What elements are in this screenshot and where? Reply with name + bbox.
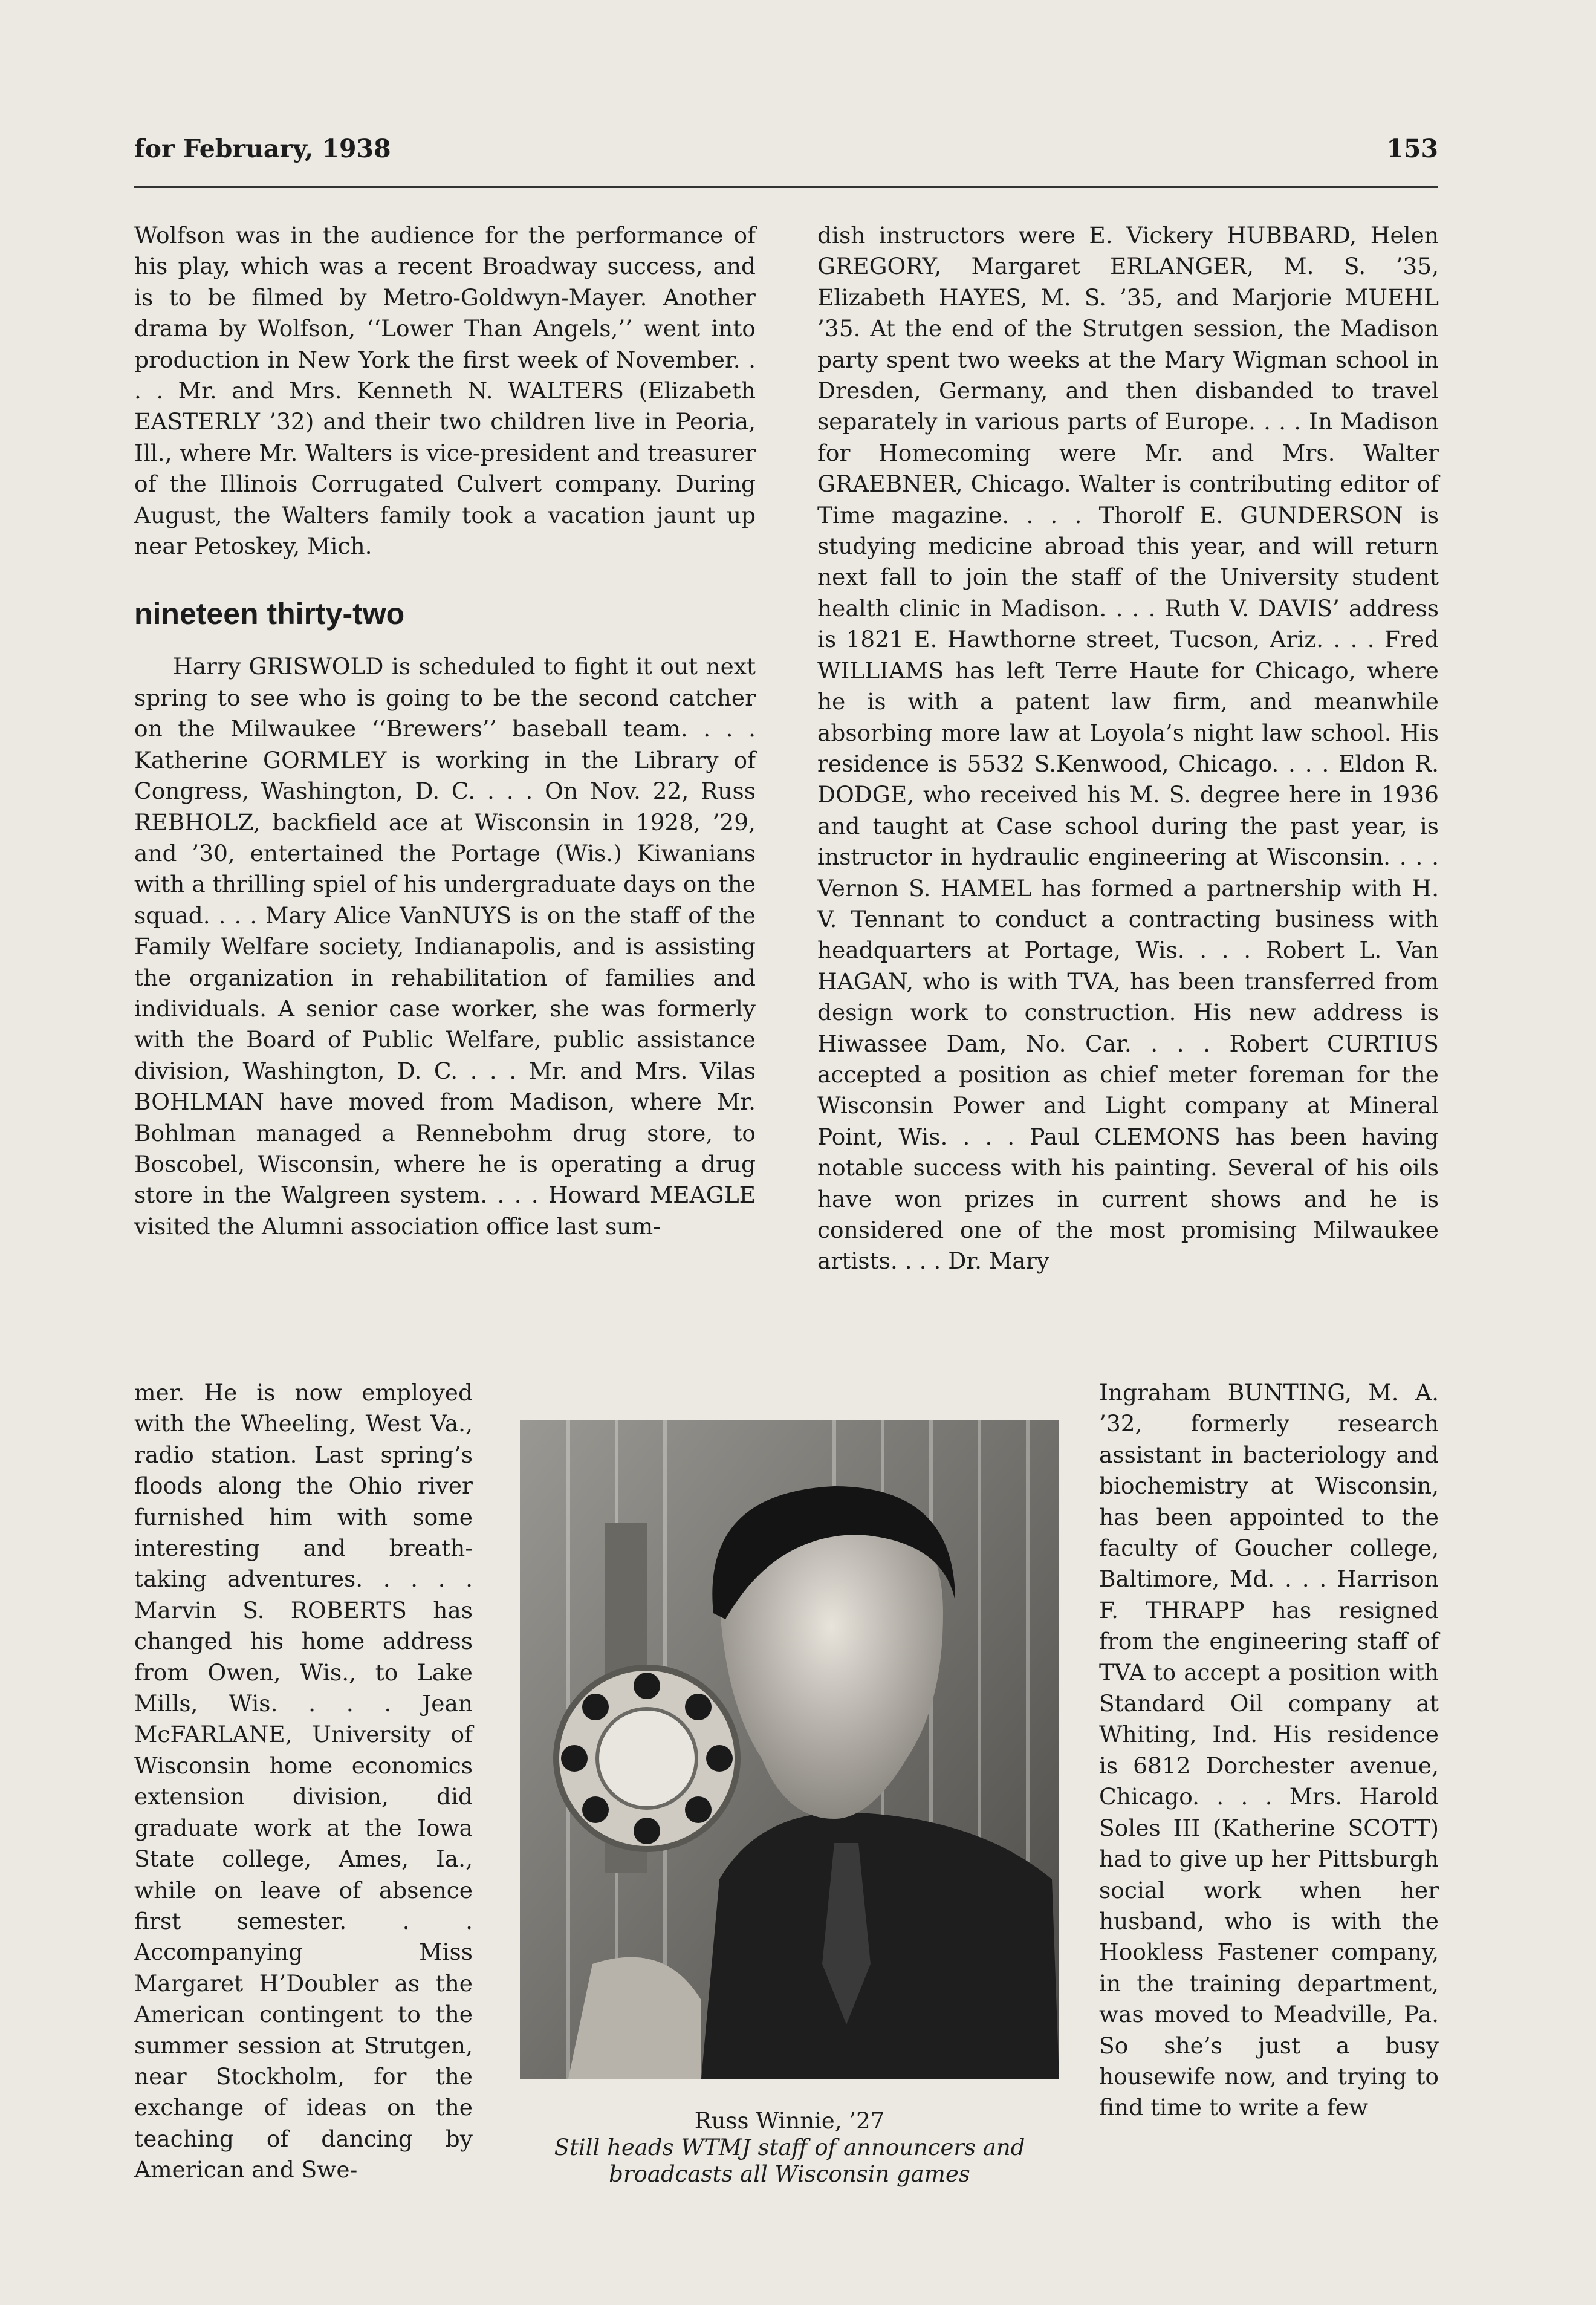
right-column: [817, 220, 1439, 1277]
page-header: [134, 134, 1438, 177]
left-narrow-column: [134, 1377, 473, 2186]
portrait-photo: [520, 1420, 1059, 2079]
caption-name: Russ Winnie, ’27: [694, 2108, 885, 2134]
left-paragraph-3: mer. He is now employed with the Wheeling, West Va., radio station. Last spring’s floods along the Ohio river furnished him with some interesting and breath-taking adventures. . . . . Marvin S. ROBERTS has changed his home address from Owen, Wis., to Lake Mills, Wis. . . . Jean McFARLANE, University of Wisconsin home economics extension division, did graduate work at the Iowa State college, Ames, Ia., while on leave of absence first semester. . . Accompanying Miss Margaret H’Doubler as the American contingent to the summer session at Strutgen, near Stockholm, for the exchange of ideas on the teaching of dancing by American and Swe-: [134, 1379, 473, 2183]
right-paragraph-2: Ingraham BUNTING, M. A. ’32, formerly research assistant in bacteriology and biochemistry at Wisconsin, has been appointed to the faculty of Goucher college, Baltimore, Md. . . . Harrison F. THRAPP has resigned from the engineering staff of TVA to accept a position with Standard Oil company at Whiting, Ind. His residence is 6812 Dorchester avenue, Chicago. . . . Mrs. Harold Soles III (Katherine SCOTT) had to give up her Pittsburgh social work when her husband, who is with the Hookless Fastener company, in the training department, was moved to Meadville, Pa. So she’s just a busy housewife now, and trying to find time to write a few: [1099, 1379, 1439, 2121]
section-heading: nineteen thirty-two: [134, 597, 405, 631]
running-head: for February, 1938: [134, 134, 391, 163]
left-column: [134, 220, 756, 1242]
left-paragraph-2: Harry GRISWOLD is scheduled to fight it out next spring to see who is going to be the second catcher on the Milwaukee ‘‘Brewers’’ baseball team. . . . Katherine GORMLEY is working in the Library of Congress, Washington, D. C. . . . On Nov. 22, Russ REBHOLZ, backfield ace at Wisconsin in 1928, ’29, and ’30, entertained the Portage (Wis.) Kiwanians with a thrilling spiel of his undergraduate days on the squad. . . . Mary Alice VanNUYS is on the staff of the Family Welfare society, Indianapolis, and is assisting the organization in rehabilitation of families and individuals. A senior case worker, she was formerly with the Board of Public Welfare, public assistance division, Washington, D. C. . . . Mr. and Mrs. Vilas BOHLMAN have moved from Madison, where Mr. Bohlman managed a Rennebohm drug store, to Boscobel, Wisconsin, where he is operating a drug store in the Walgreen system. . . . Howard MEAGLE visited the Alumni association office last sum-: [134, 653, 756, 1240]
portrait-illustration: [520, 1420, 1059, 2079]
caption-description: Still heads WTMJ staff of announcers and broadcasts all Wisconsin games: [554, 2134, 1025, 2187]
right-paragraph-1: dish instructors were E. Vickery HUBBARD, Helen GREGORY, Margaret ERLANGER, M. S. ’35, Elizabeth HAYES, M. S. ’35, and Marjorie MUEHL ’35. At the end of the Strutgen session, the Madison party spent two weeks at the Mary Wigman school in Dresden, Germany, and then disbanded to travel separately in various parts of Europe. . . . In Madison for Homecoming were Mr. and Mrs. Walter GRAEBNER, Chicago. Walter is contributing editor of Time magazine. . . . Thorolf E. GUNDERSON is studying medicine abroad this year, and will return next fall to join the staff of the University student health clinic in Madison. . . . Ruth V. DAVIS’ address is 1821 E. Hawthorne street, Tucson, Ariz. . . . Fred WILLIAMS has left Terre Haute for Chicago, where he is with a patent law firm, and meanwhile absorbing more law at Loyola’s night law school. His residence is 5532 S.Kenwood, Chicago. . . . Eldon R. DODGE, who received his M. S. degree here in 1936 and taught at Case school during the past year, is instructor in hydraulic engineering at Wisconsin. . . . Vernon S. HAMEL has formed a partnership with H. V. Tennant to conduct a contracting business with headquarters at Portage, Wis. . . . Robert L. Van HAGAN, who is with TVA, has been transferred from design work to construction. His new address is Hiwassee Dam, No. Car. . . . Robert CURTIUS accepted a position as chief meter foreman for the Wisconsin Power and Light company at Mineral Point, Wis. . . . Paul CLEMONS has been having notable success with his painting. Several of his oils have won prizes in current shows and he is considered one of the most promising Milwaukee artists. . . . Dr. Mary: [817, 222, 1439, 1275]
right-narrow-column: [1099, 1377, 1439, 2124]
left-paragraph-1: Wolfson was in the audience for the performance of his play, which was a recent Broadway success, and is to be filmed by Metro-Goldwyn-Mayer. Another drama by Wolfson, ‘‘Lower Than Angels,’’ went into production in New York the first week of November. . . . Mr. and Mrs. Kenneth N. WALTERS (Elizabeth EASTERLY ’32) and their two children live in Peoria, Ill., where Mr. Walters is vice-president and treasurer of the Illinois Corrugated Culvert company. During August, the Walters family took a vacation jaunt up near Petoskey, Mich.: [134, 222, 756, 560]
photo-caption: [505, 2108, 1074, 2188]
page-number: 153: [1386, 134, 1438, 163]
header-rule: [134, 186, 1438, 188]
